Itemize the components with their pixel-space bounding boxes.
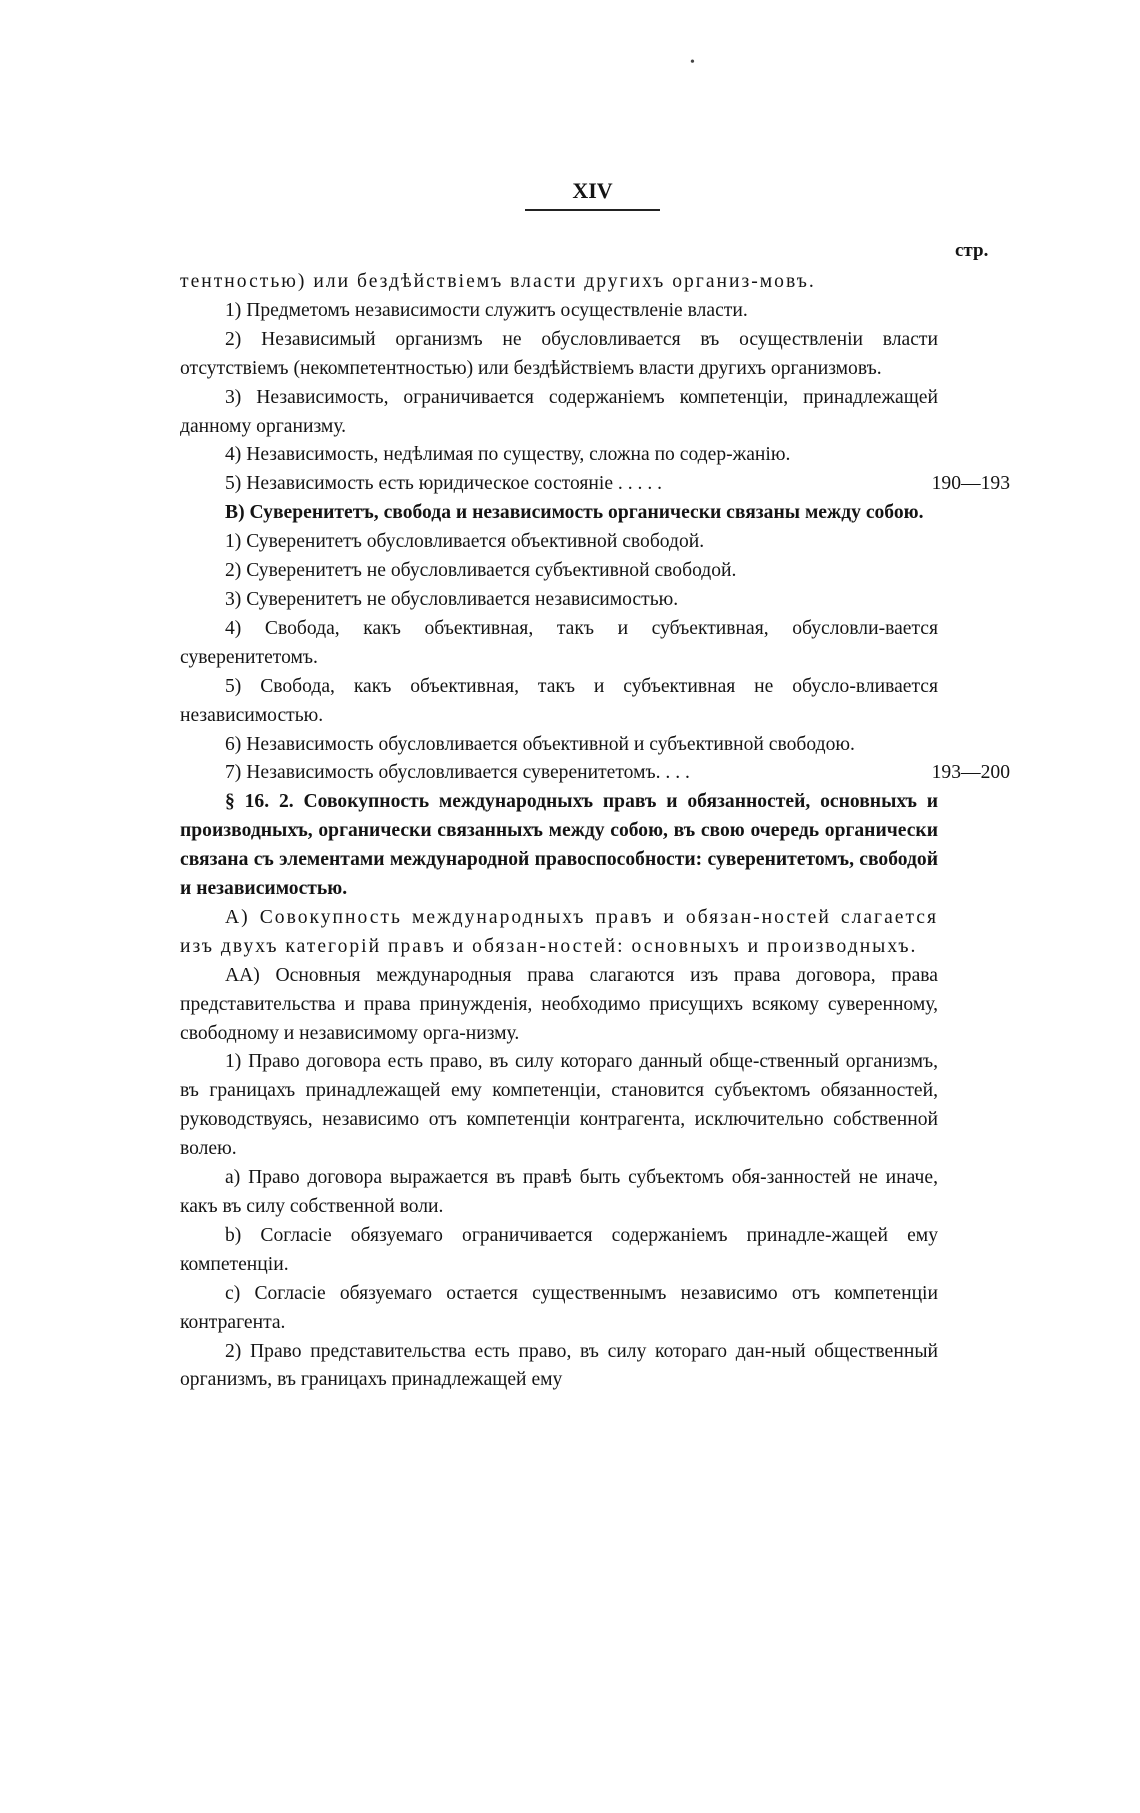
text-line: 5) Свобода, какъ объективная, такъ и субъективная не обусло-вливается независимостью. [180,675,938,726]
text-line-with-ref [180,470,1010,499]
text-line: 2) Независимый организмъ не обусловливается въ осуществленіи власти отсутствіемъ (некомпетентностью) или бездѣйствіемъ власти другихъ организмовъ. [180,328,938,379]
text-line: 3) Независимость, ограничивается содержаніемъ компетенціи, принадлежащей данному организму. [180,386,938,437]
section-heading: § 16. 2. Совокупность международныхъ правъ и обязанностей, основныхъ и производныхъ, органически связанныхъ между собою, въ свою очередь органически связана съ элементами международной правоспособности: суверенитетомъ, свободой и независимостью. [180,791,938,900]
text-line-with-ref [180,759,1010,788]
page-column-label: стр. [955,240,989,261]
text-line: 3) Суверенитетъ не обусловливается независимостью. [225,588,679,610]
text-line: 6) Независимость обусловливается объективной и субъективной свободою. [225,733,855,755]
text-line: 4) Свобода, какъ объективная, такъ и субъективная, обусловли-вается суверенитетомъ. [180,617,938,668]
text-line: c) Согласіе обязуемаго остается существеннымъ независимо отъ компетенціи контрагента. [180,1282,938,1333]
text-line: А) Совокупность международныхъ правъ и обязан-ностей слагается изъ двухъ категорій правъ и обязан-ностей: основныхъ и производныхъ. [180,906,938,957]
page-reference: 190—193 [931,473,1010,495]
text-line: 5) Независимость есть юридическое состояніе . . . . . [225,473,663,495]
page-number: XIV [572,178,613,203]
text-line: 7) Независимость обусловливается суверенитетомъ. . . . [225,762,690,784]
text-line: 2) Право представительства есть право, въ силу котораго дан-ный общественный организмъ, въ границахъ принадлежащей ему [180,1340,938,1391]
document-body [180,268,1010,1395]
header-rule [525,209,660,211]
text-line: 1) Право договора есть право, въ силу котораго данный обще-ственный организмъ, въ границахъ принадлежащей ему компетенціи, становится субъектомъ обязанностей, руководствуясь, независимо отъ компетенціи контрагента, исключительно собственной волею. [180,1051,938,1160]
text-line: тентностью) или бездѣйствіемъ власти другихъ организ-мовъ. [180,271,816,292]
page-reference: 193—200 [931,762,1010,784]
section-heading: В) Суверенитетъ, свобода и независимость органически связаны между собою. [225,502,924,524]
text-line: АА) Основныя международныя права слагаются изъ права договора, права представительства и права принужденія, необходимо присущихъ всякому суверенному, свободному и независимому орга-низму. [180,964,938,1044]
text-line: 4) Независимость, недѣлимая по существу, сложна по содер-жанію. [225,444,791,466]
text-line: 1) Предметомъ независимости служитъ осуществленіе власти. [225,299,748,321]
scan-speck: • [690,55,695,70]
text-line: 2) Суверенитетъ не обусловливается субъективной свободой. [225,560,737,582]
text-line: b) Согласіе обязуемаго ограничивается содержаніемъ принадле-жащей ему компетенціи. [180,1224,938,1275]
text-line: 1) Суверенитетъ обусловливается объективной свободой. [225,531,705,553]
text-line: a) Право договора выражается въ правѣ быть субъектомъ обя-занностей не иначе, какъ въ силу собственной воли. [180,1167,938,1217]
